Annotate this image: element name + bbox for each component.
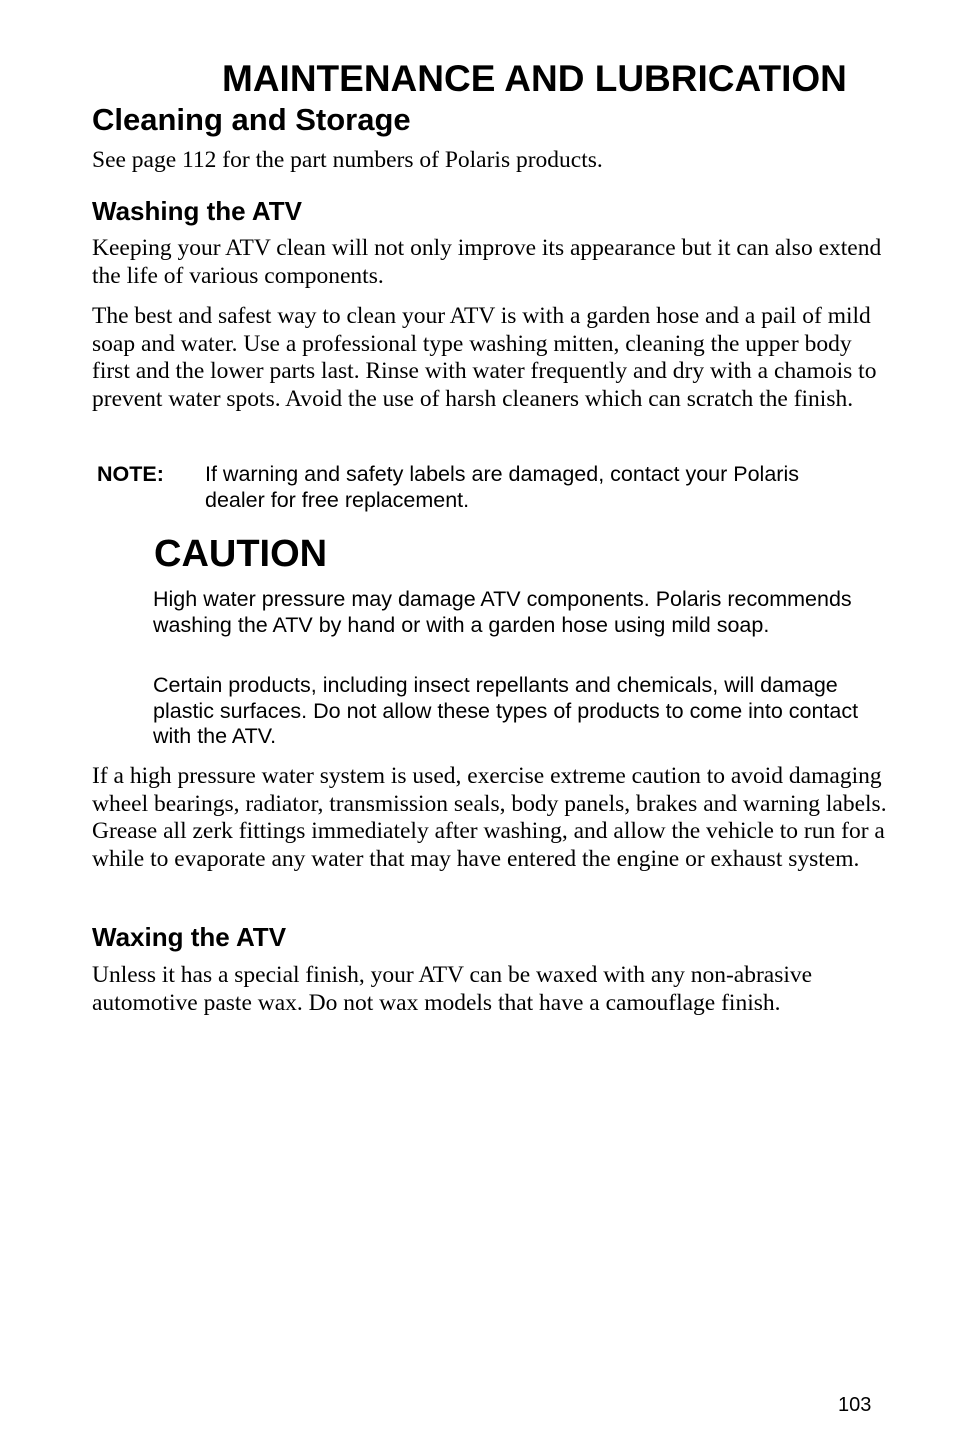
- pressure-paragraph: If a high pressure water system is used, exercise extreme caution to avoid damaging wheel bearings, radiator, transmission seals, body panels, brakes and warning labels. Grease all zerk fittings immediately after washing, and allow the vehicle to run for a while to evaporate any water that may have entered the engine or exhaust system.: [92, 763, 887, 872]
- caution-paragraph-2: Certain products, including insect repellants and chemicals, will damage plastic surfaces. Do not allow these types of products to come into contact with the ATV.: [153, 673, 859, 748]
- washing-paragraph-2: The best and safest way to clean your ATV is with a garden hose and a pail of mild soap and water. Use a professional type washing mitten, cleaning the upper body first and the lower parts last. Rinse with water frequently and dry with a chamois to prevent water spots. Avoid the use of harsh cleaners which can scratch the finish.: [92, 303, 877, 412]
- waxing-heading: Waxing the ATV: [92, 922, 287, 952]
- caution-paragraph-1: High water pressure may damage ATV components. Polaris recommends washing the ATV by hand or with a garden hose using mild soap.: [153, 587, 852, 637]
- washing-paragraph-1: Keeping your ATV clean will not only improve its appearance but it can also extend the life of various components.: [92, 235, 882, 289]
- note-label: NOTE:: [97, 462, 164, 486]
- page-number: 103: [838, 1394, 872, 1416]
- waxing-paragraph: Unless it has a special finish, your ATV can be waxed with any non-abrasive automotive paste wax. Do not wax models that have a camouflage finish.: [92, 962, 813, 1016]
- chapter-title: MAINTENANCE AND LUBRICATION: [222, 58, 847, 99]
- section-title: Cleaning and Storage: [92, 102, 411, 137]
- note-text: If warning and safety labels are damaged, contact your Polaris dealer for free replacement.: [205, 462, 799, 512]
- washing-heading: Washing the ATV: [92, 196, 302, 226]
- intro-text: See page 112 for the part numbers of Polaris products.: [92, 147, 603, 173]
- caution-heading: CAUTION: [154, 533, 328, 575]
